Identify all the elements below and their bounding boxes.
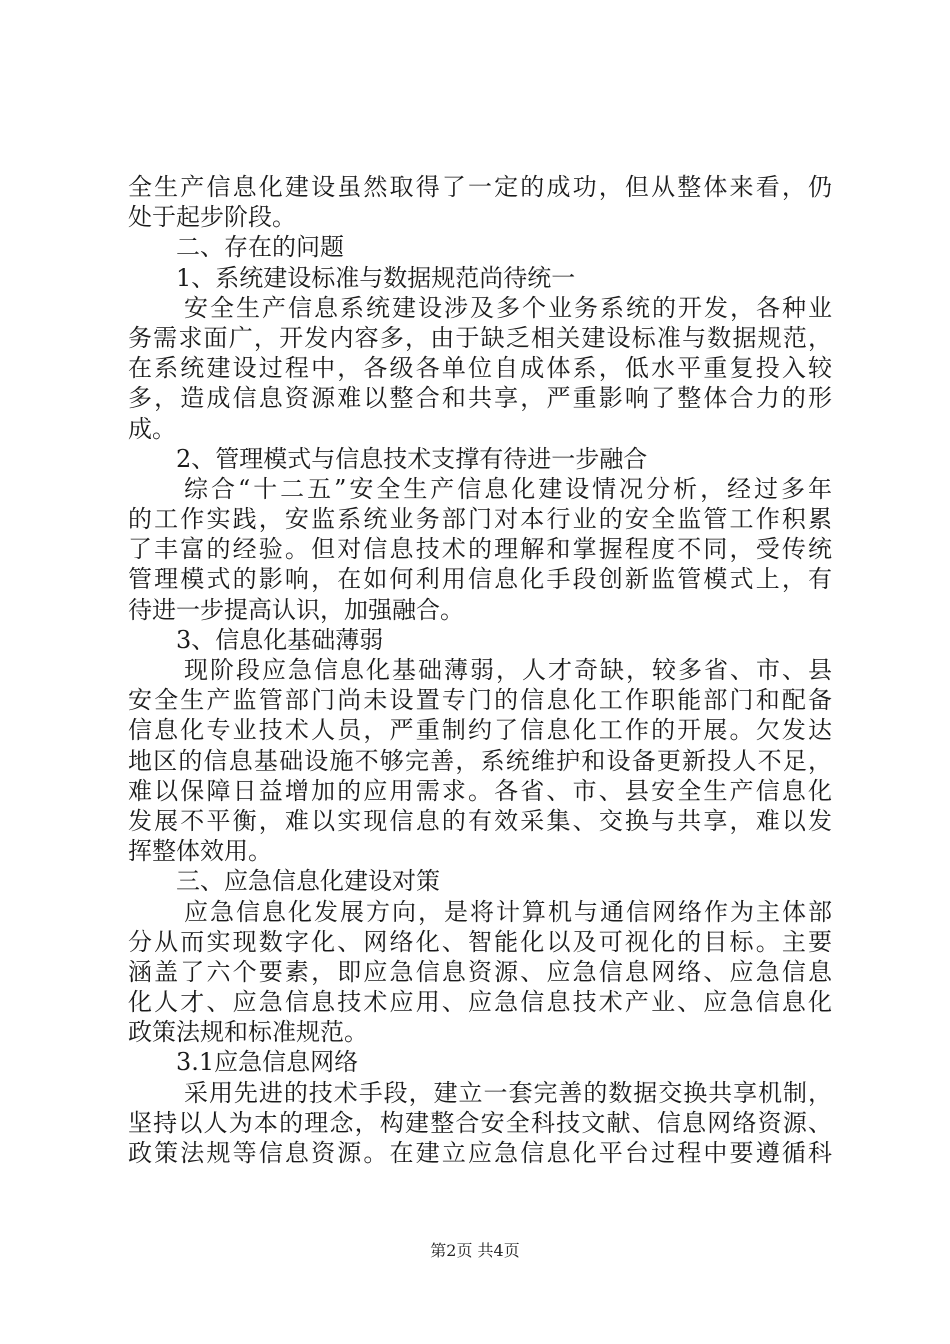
paragraph-line: 管理模式的影响，在如何利用信息化手段创新监管模式上，有 [128, 565, 832, 594]
paragraph-line: 发展不平衡，难以实现信息的有效采集、交换与共享，难以发 [128, 806, 832, 835]
paragraph-line: 现阶段应急信息化基础薄弱，人才奇缺，较多省、市、县 [184, 656, 832, 684]
paragraph-line: 务需求面广，开发内容多，由于缺乏相关建设标准与数据规范， [128, 323, 832, 352]
paragraph-line: 全生产信息化建设虽然取得了一定的成功，但从整体来看，仍 [128, 173, 832, 201]
paragraph-line: 地区的信息基础设施不够完善，系统维护和设备更新投人不足， [128, 746, 832, 775]
paragraph-line: 政策法规和标准规范。 [128, 1018, 368, 1047]
paragraph-line: 成。 [128, 414, 176, 443]
paragraph-line: 难以保障日益增加的应用需求。各省、市、县安全生产信息化 [128, 776, 832, 805]
section-heading: 二、存在的问题 [176, 233, 344, 262]
paragraph-line: 采用先进的技术手段，建立一套完善的数据交换共享机制， [184, 1078, 832, 1107]
paragraph-line: 化人才、应急信息技术应用、应急信息技术产业、应急信息化 [128, 988, 832, 1017]
paragraph-line: 涵盖了六个要素，即应急信息资源、应急信息网络、应急信息 [128, 957, 832, 986]
page-number-footer: 第2页 共4页 [430, 1241, 520, 1260]
paragraph-line: 坚持以人为本的理念，构建整合安全科技文献、信息网络资源、 [128, 1108, 832, 1137]
paragraph-line: 了丰富的经验。但对信息技术的理解和掌握程度不同，受传统 [128, 535, 832, 564]
paragraph-line: 政策法规等信息资源。在建立应急信息化平台过程中要遵循科 [128, 1139, 832, 1167]
paragraph-line: 挥整体效用。 [128, 837, 272, 866]
paragraph-line: 综合“十二五”安全生产信息化建设情况分析，经过多年 [184, 474, 832, 503]
paragraph-line: 安全生产监管部门尚未设置专门的信息化工作职能部门和配备 [128, 686, 832, 715]
subsection-heading: 1、系统建设标准与数据规范尚待统一 [176, 263, 576, 292]
paragraph-line: 安全生产信息系统建设涉及多个业务系统的开发，各种业 [184, 293, 832, 322]
paragraph-line: 处于起步阶段。 [128, 203, 296, 232]
subsection-heading: 2、管理模式与信息技术支撑有待进一步融合 [176, 444, 648, 473]
subsection-heading: 3.1应急信息网络 [176, 1048, 359, 1077]
paragraph-line: 分从而实现数字化、网络化、智能化以及可视化的目标。主要 [128, 927, 832, 956]
paragraph-line: 的工作实践，安监系统业务部门对本行业的安全监管工作积累 [128, 505, 832, 534]
paragraph-line: 多，造成信息资源难以整合和共享，严重影响了整体合力的形 [128, 384, 832, 413]
paragraph-line: 待进一步提高认识，加强融合。 [128, 595, 464, 624]
paragraph-line: 在系统建设过程中，各级各单位自成体系，低水平重复投入较 [128, 354, 832, 383]
paragraph-line: 应急信息化发展方向，是将计算机与通信网络作为主体部 [184, 897, 832, 926]
subsection-heading: 3、信息化基础薄弱 [176, 625, 384, 654]
paragraph-line: 信息化专业技术人员，严重制约了信息化工作的开展。欠发达 [128, 716, 832, 745]
document-body [128, 172, 832, 1168]
section-heading: 三、应急信息化建设对策 [176, 867, 440, 896]
